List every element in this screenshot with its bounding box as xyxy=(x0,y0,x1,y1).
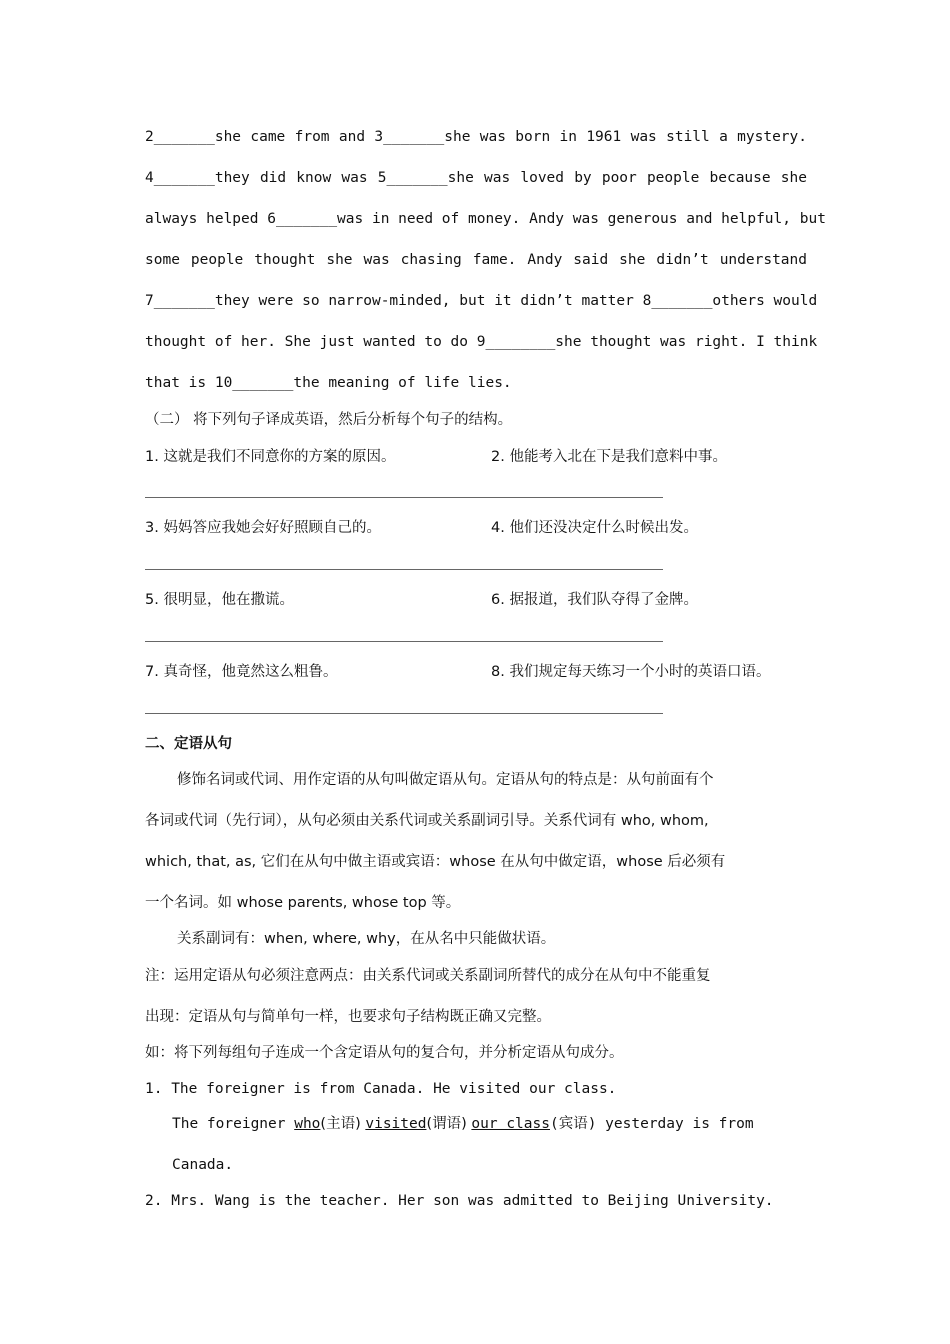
answer-line-1 xyxy=(145,497,663,498)
translate-item-6: 6. 据报道，我们队夺得了金牌。 xyxy=(491,592,698,608)
example-1: 1. The foreigner is from Canada. He visited our class. xyxy=(145,1081,617,1097)
answer-line-4 xyxy=(145,713,663,714)
translate-item-3: 3. 妈妈答应我她会好好照顾自己的。 xyxy=(145,520,381,536)
passage-line-7: that is 10_______the meaning of life lies. xyxy=(145,375,512,391)
ex1-who: who xyxy=(294,1116,321,1132)
section-heading-attributive: 二、定语从句 xyxy=(145,736,232,752)
passage-line-5: 7_______they were so narrow-minded, but it didn’t matter 8_______others would xyxy=(145,293,818,309)
passage-line-1: 2_______she came from and 3_______she was born in 1961 was still a mystery. xyxy=(145,129,807,145)
body-paragraph-line-4: 一个名词。如 whose parents, whose top 等。 xyxy=(145,895,461,911)
translate-item-8: 8. 我们规定每天练习一个小时的英语口语。 xyxy=(491,664,771,680)
ex1-prefix: The foreigner xyxy=(172,1116,295,1132)
ex1-who-role: (主语) xyxy=(320,1116,366,1132)
translate-item-2: 2. 他能考入北在下是我们意料中事。 xyxy=(491,449,727,465)
translate-item-1: 1. 这就是我们不同意你的方案的原因。 xyxy=(145,449,396,465)
answer-line-2 xyxy=(145,569,663,570)
body-paragraph-line-3: which, that, as, 它们在从句中做主语或宾语：whose 在从句中做定语，whose 后必须有 xyxy=(145,854,726,870)
passage-line-6: thought of her. She just wanted to do 9________she thought was right. I think xyxy=(145,334,818,350)
ex1-our-class: our class xyxy=(471,1116,550,1132)
body-paragraph-line-1: 修饰名词或代词、用作定语的从句叫做定语从句。定语从句的特点是：从句前面有个 xyxy=(177,772,714,788)
passage-line-2: 4_______they did know was 5_______she was loved by poor people because she xyxy=(145,170,807,186)
example-intro: 如：将下列每组句子连成一个含定语从句的复合句，并分析定语从句成分。 xyxy=(145,1045,624,1061)
note-line-1: 注：运用定语从句必须注意两点：由关系代词或关系副词所替代的成分在从句中不能重复 xyxy=(145,968,711,984)
ex1-our-role: (宾语) yesterday is from xyxy=(549,1116,754,1132)
example-2: 2. Mrs. Wang is the teacher. Her son was admitted to Beijing University. xyxy=(145,1193,774,1209)
note-line-2: 出现：定语从句与简单句一样，也要求句子结构既正确又完整。 xyxy=(145,1009,551,1025)
example-1-combined-cont: Canada. xyxy=(172,1157,234,1173)
ex1-visited-role: (谓语) xyxy=(426,1116,472,1132)
body-paragraph-line-5: 关系副词有：when, where, why，在从名中只能做状语。 xyxy=(177,931,556,947)
translate-item-4: 4. 他们还没决定什么时候出发。 xyxy=(491,520,698,536)
example-1-combined xyxy=(172,1114,807,1134)
ex1-visited: visited xyxy=(365,1116,427,1132)
translate-item-7: 7. 真奇怪，他竟然这么粗鲁。 xyxy=(145,664,338,680)
passage-line-4: some people thought she was chasing fame. Andy said she didn’t understand xyxy=(145,252,807,268)
body-paragraph-line-2: 各词或代词（先行词），从句必须由关系代词或关系副词引导。关系代词有 who, whom, xyxy=(145,813,709,829)
answer-line-3 xyxy=(145,641,663,642)
translate-item-5: 5. 很明显，他在撒谎。 xyxy=(145,592,294,608)
passage-line-3: always helped 6_______was in need of money. Andy was generous and helpful, but xyxy=(145,211,826,227)
section-heading-translate: （二） 将下列句子译成英语，然后分析每个句子的结构。 xyxy=(145,412,513,428)
